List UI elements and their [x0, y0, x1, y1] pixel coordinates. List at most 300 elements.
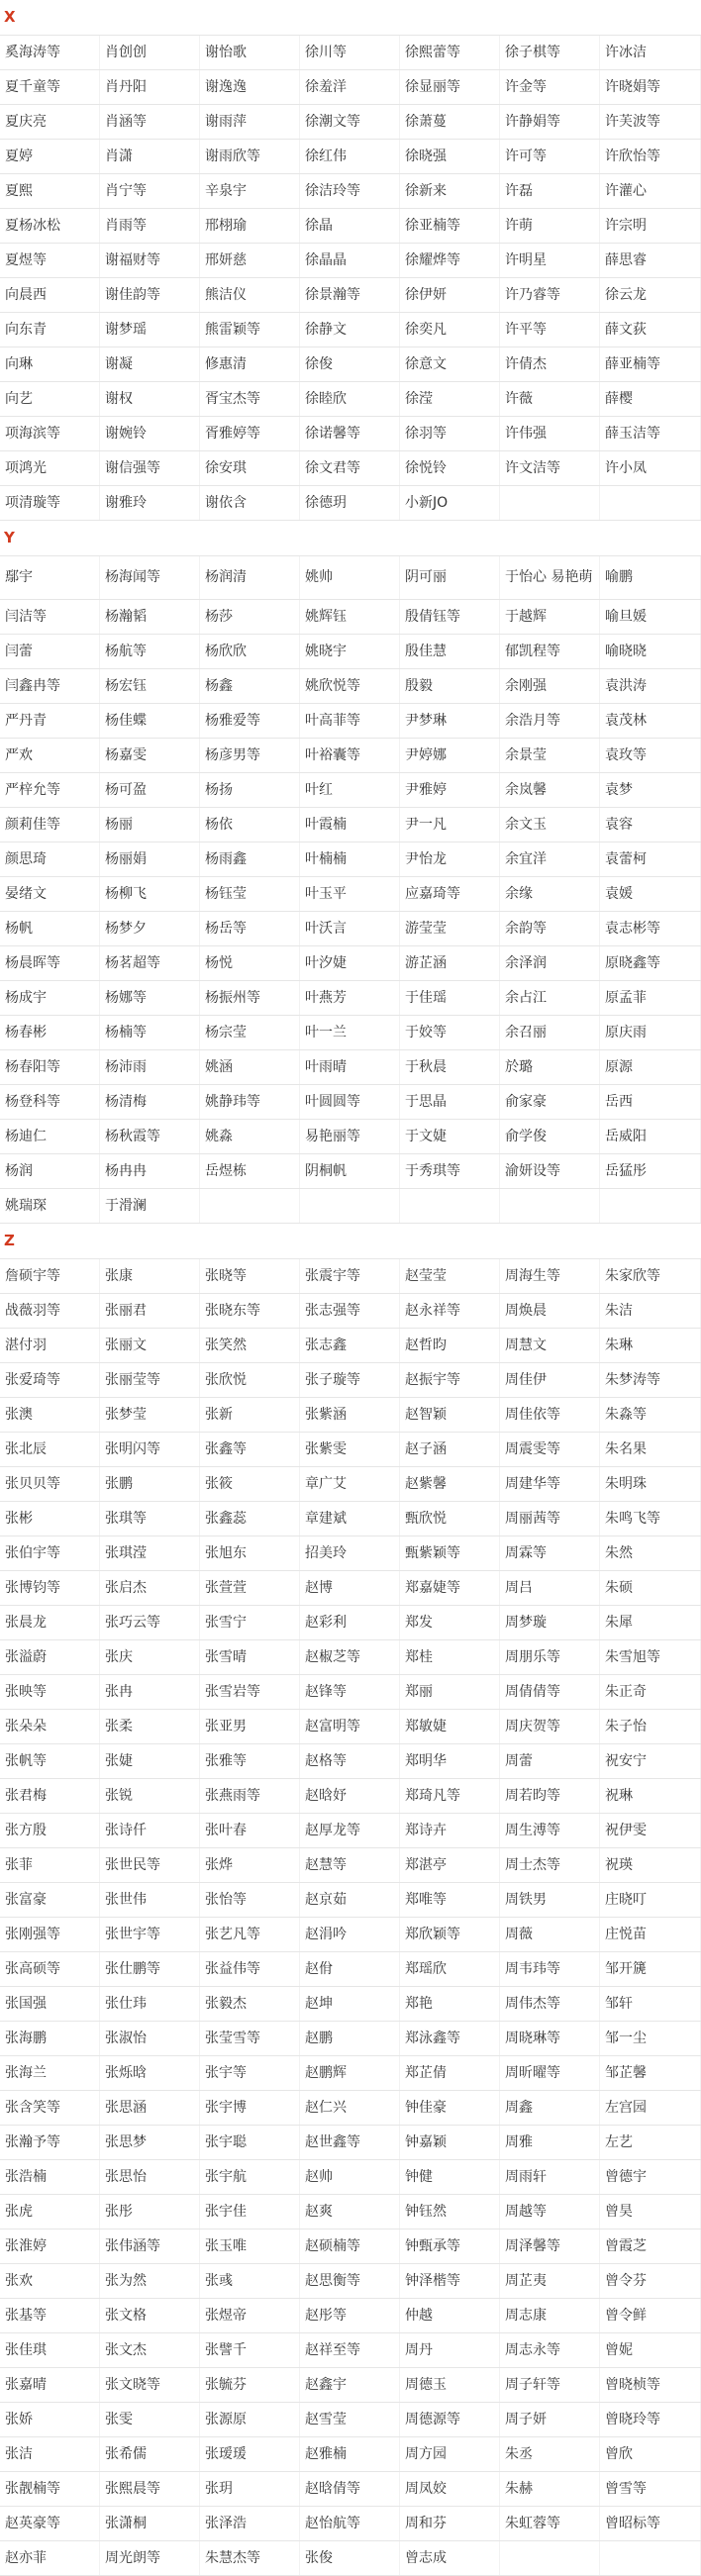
name-cell: 姚淼	[200, 1120, 300, 1153]
name-cell: 余召丽	[500, 1016, 600, 1049]
name-cell: 张仕鹏等	[100, 1952, 200, 1986]
name-cell: 张博钧等	[0, 1571, 100, 1605]
name-row	[0, 105, 701, 140]
name-cell: 原源	[600, 1050, 701, 1084]
name-cell: 朱明珠	[600, 1467, 701, 1501]
name-cell: 岳威阳	[600, 1120, 701, 1153]
name-cell: 张宇等	[200, 2056, 300, 2090]
name-cell: 郑明华	[400, 1744, 500, 1778]
name-cell: 肖涵等	[100, 105, 200, 139]
name-cell: 杨润	[0, 1154, 100, 1188]
name-cell: 张毓芬	[200, 2368, 300, 2402]
name-cell: 邹开篪	[600, 1952, 701, 1986]
name-cell: 张思涵	[100, 2091, 200, 2125]
name-cell: 曾妮	[600, 2333, 701, 2367]
name-cell: 渝妍设等	[500, 1154, 600, 1188]
name-cell: 张益伟等	[200, 1952, 300, 1986]
name-cell: 张新	[200, 1398, 300, 1432]
name-cell: 赵彤等	[300, 2299, 400, 2332]
name-cell: 谢雅玲	[100, 486, 200, 520]
name-cell: 郑琦凡等	[400, 1779, 500, 1813]
name-cell: 许倩杰	[500, 347, 600, 381]
name-cell: 周慧文	[500, 1329, 600, 1362]
name-cell: 于姣等	[400, 1016, 500, 1049]
name-cell: 朱名果	[600, 1433, 701, 1466]
name-cell: 叶楠楠	[300, 842, 400, 876]
name-cell: 叶燕芳	[300, 981, 400, 1015]
name-cell: 颜莉佳等	[0, 808, 100, 842]
name-cell: 赵帅	[300, 2160, 400, 2194]
name-cell: 闫蕾	[0, 635, 100, 668]
name-cell: 赵爽	[300, 2195, 400, 2229]
name-cell: 张煜帝	[200, 2299, 300, 2332]
name-cell: 周泽馨等	[500, 2229, 600, 2263]
name-cell: 郑敏婕	[400, 1710, 500, 1743]
name-cell: 徐耀烨等	[400, 244, 500, 277]
name-cell: 张康	[100, 1259, 200, 1293]
name-cell: 许金等	[500, 70, 600, 104]
name-cell: 朱梦涛等	[600, 1363, 701, 1397]
name-cell: 赵雅楠	[300, 2437, 400, 2471]
name-cell: 张丽君	[100, 1294, 200, 1328]
name-cell: 张浩楠	[0, 2160, 100, 2194]
name-row	[0, 704, 701, 739]
name-cell: 赵硕楠等	[300, 2229, 400, 2263]
name-cell: 余泽润	[500, 946, 600, 980]
name-cell: 赵鑫宇	[300, 2368, 400, 2402]
name-cell: 张柔	[100, 1710, 200, 1743]
name-cell: 杨丽	[100, 808, 200, 842]
name-cell: 许欣怡等	[600, 140, 701, 173]
name-cell: 袁玫等	[600, 739, 701, 772]
name-cell: 张玥	[200, 2472, 300, 2506]
name-row	[0, 912, 701, 946]
name-cell: 郑芷倩	[400, 2056, 500, 2090]
name-cell: 朱然	[600, 1536, 701, 1570]
name-cell: 应嘉琦等	[400, 877, 500, 911]
name-cell: 叶圆圆等	[300, 1085, 400, 1119]
name-row	[0, 2022, 701, 2056]
name-cell: 许磊	[500, 174, 600, 208]
name-cell: 朱淼等	[600, 1398, 701, 1432]
name-cell: 周焕晨	[500, 1294, 600, 1328]
name-cell: 薛思睿	[600, 244, 701, 277]
name-cell: 徐萧蔓	[400, 105, 500, 139]
name-cell: 张仕玮	[100, 1987, 200, 2021]
name-cell: 郑泳鑫等	[400, 2022, 500, 2055]
name-cell: 朱犀	[600, 1606, 701, 1639]
name-cell: 於璐	[500, 1050, 600, 1084]
name-cell: 杨海闻等	[100, 556, 200, 599]
name-row	[0, 2056, 701, 2091]
name-cell: 朱雪旭等	[600, 1640, 701, 1674]
name-cell: 叶高菲等	[300, 704, 400, 738]
name-cell: 徐文君等	[300, 451, 400, 485]
name-cell: 赵子涵	[400, 1433, 500, 1466]
name-cell: 徐显丽等	[400, 70, 500, 104]
name-cell: 郑嘉婕等	[400, 1571, 500, 1605]
name-cell: 俞学俊	[500, 1120, 600, 1153]
name-cell: 阴可丽	[400, 556, 500, 599]
name-cell: 于秀琪等	[400, 1154, 500, 1188]
name-cell: 朱慧杰等	[200, 2541, 300, 2575]
name-row	[0, 1363, 701, 1398]
name-cell: 周蕾	[500, 1744, 600, 1778]
name-row	[0, 1467, 701, 1502]
name-row	[0, 1814, 701, 1848]
name-cell: 杨宏钰	[100, 669, 200, 703]
name-cell: 夏千童等	[0, 70, 100, 104]
name-cell: 袁洪涛	[600, 669, 701, 703]
name-cell: 原庆雨	[600, 1016, 701, 1049]
name-cell: 周若昀等	[500, 1779, 600, 1813]
name-cell: 于秋晨	[400, 1050, 500, 1084]
name-cell: 张譬千	[200, 2333, 300, 2367]
name-row	[0, 2507, 701, 2541]
name-cell: 许晓娟等	[600, 70, 701, 104]
name-cell: 曾霞芝	[600, 2229, 701, 2263]
name-cell: 张巧云等	[100, 1606, 200, 1639]
name-cell: 夏杨冰松	[0, 209, 100, 243]
name-cell: 邹轩	[600, 1987, 701, 2021]
name-cell: 谢怡歌	[200, 36, 300, 69]
name-cell: 赵厚龙等	[300, 1814, 400, 1847]
name-cell: 庄晓叮	[600, 1883, 701, 1917]
name-cell: 曾昊	[600, 2195, 701, 2229]
name-cell: 曾令鲜	[600, 2299, 701, 2332]
name-cell: 张冉	[100, 1675, 200, 1709]
name-cell: 肖潇	[100, 140, 200, 173]
name-row	[0, 1154, 701, 1189]
name-cell: 张丽莹等	[100, 1363, 200, 1397]
name-row	[0, 36, 701, 70]
name-cell: 曾雪等	[600, 2472, 701, 2506]
name-cell: 叶裕囊等	[300, 739, 400, 772]
name-cell: 张娇	[0, 2403, 100, 2436]
name-cell: 徐亚楠等	[400, 209, 500, 243]
name-cell: 杨航等	[100, 635, 200, 668]
name-cell: 杨梦夕	[100, 912, 200, 945]
name-cell: 郑湛亭	[400, 1848, 500, 1882]
name-cell: 许小凤	[600, 451, 701, 485]
name-row	[0, 347, 701, 382]
name-row	[0, 2195, 701, 2229]
name-cell: 杨冉冉	[100, 1154, 200, 1188]
name-cell: 姚晓宇	[300, 635, 400, 668]
name-cell: 张萱萱	[200, 1571, 300, 1605]
name-cell: 谢雨萍	[200, 105, 300, 139]
name-cell: 姚欣悦等	[300, 669, 400, 703]
name-cell: 张明闪等	[100, 1433, 200, 1466]
name-row	[0, 174, 701, 209]
section-header	[0, 0, 701, 36]
name-cell: 谢依含	[200, 486, 300, 520]
name-cell: 赵仁兴	[300, 2091, 400, 2125]
name-cell: 郁凯程等	[500, 635, 600, 668]
name-cell: 谢雨欣等	[200, 140, 300, 173]
name-cell: 张君梅	[0, 1779, 100, 1813]
name-cell: 赵格等	[300, 1744, 400, 1778]
name-cell: 于文婕	[400, 1120, 500, 1153]
name-cell: 赵晗妤	[300, 1779, 400, 1813]
name-cell: 赵永祥等	[400, 1294, 500, 1328]
section-letter: Y	[4, 529, 15, 546]
name-row	[0, 2403, 701, 2437]
name-cell: 张笑然	[200, 1329, 300, 1362]
name-cell: 郑欣颖等	[400, 1918, 500, 1951]
name-row	[0, 1536, 701, 1571]
name-row	[0, 1918, 701, 1952]
name-cell: 张淮婷	[0, 2229, 100, 2263]
name-cell: 胥宝杰等	[200, 382, 300, 416]
name-cell: 于思晶	[400, 1085, 500, 1119]
name-cell: 周佳伊	[500, 1363, 600, 1397]
name-cell: 杨润清	[200, 556, 300, 599]
name-cell: 许芙波等	[600, 105, 701, 139]
name-cell: 周越等	[500, 2195, 600, 2229]
name-cell: 张思怡	[100, 2160, 200, 2194]
name-cell: 周铁男	[500, 1883, 600, 1917]
name-cell: 徐奕凡	[400, 313, 500, 347]
name-cell: 杨佳蝶	[100, 704, 200, 738]
name-row	[0, 1640, 701, 1675]
name-cell: 朱赫	[500, 2472, 600, 2506]
name-cell: 张虎	[0, 2195, 100, 2229]
name-cell: 袁志彬等	[600, 912, 701, 945]
name-row	[0, 669, 701, 704]
name-row	[0, 2160, 701, 2195]
name-cell: 赵鹏辉	[300, 2056, 400, 2090]
name-cell: 杨清梅	[100, 1085, 200, 1119]
name-row	[0, 877, 701, 912]
name-cell: 杨成宇	[0, 981, 100, 1015]
name-cell: 赵鹏	[300, 2022, 400, 2055]
name-row	[0, 140, 701, 174]
name-cell: 张子璇等	[300, 1363, 400, 1397]
name-cell: 杨欣欣	[200, 635, 300, 668]
name-cell: 杨柳飞	[100, 877, 200, 911]
name-cell: 张溢蔚	[0, 1640, 100, 1674]
name-cell: 曾志成	[400, 2541, 500, 2575]
name-cell: 徐熙蕾等	[400, 36, 500, 69]
name-cell: 左艺	[600, 2126, 701, 2159]
section-header	[0, 521, 701, 556]
name-cell: 岳猛彤	[600, 1154, 701, 1188]
name-cell: 余景莹	[500, 739, 600, 772]
name-cell: 叶沃言	[300, 912, 400, 945]
name-row	[0, 278, 701, 313]
name-cell: 张帆等	[0, 1744, 100, 1778]
name-cell: 赵慧等	[300, 1848, 400, 1882]
name-cell: 尹怡龙	[400, 842, 500, 876]
name-row	[0, 1848, 701, 1883]
name-cell: 周生溥等	[500, 1814, 600, 1847]
section-letter: X	[4, 8, 16, 26]
name-cell: 曾德宇	[600, 2160, 701, 2194]
name-cell: 许灌心	[600, 174, 701, 208]
name-cell: 邢栩瑜	[200, 209, 300, 243]
name-cell: 杨钰莹	[200, 877, 300, 911]
name-row	[0, 842, 701, 877]
name-row	[0, 209, 701, 244]
name-row	[0, 1433, 701, 1467]
name-cell: 严欢	[0, 739, 100, 772]
name-row	[0, 808, 701, 842]
name-cell: 余缘	[500, 877, 600, 911]
name-cell: 张宇博	[200, 2091, 300, 2125]
name-cell: 修惠清	[200, 347, 300, 381]
name-cell: 向东青	[0, 313, 100, 347]
name-cell: 张海鹏	[0, 2022, 100, 2055]
name-cell: 赵英豪等	[0, 2507, 100, 2540]
name-cell: 杨彦男等	[200, 739, 300, 772]
name-cell: 严梓允等	[0, 773, 100, 807]
name-cell: 张世宇等	[100, 1918, 200, 1951]
name-cell: 张雅等	[200, 1744, 300, 1778]
name-cell: 周子轩等	[500, 2368, 600, 2402]
name-cell: 张高硕等	[0, 1952, 100, 1986]
name-row	[0, 2091, 701, 2126]
name-cell: 尹梦琳	[400, 704, 500, 738]
name-cell: 周韦玮等	[500, 1952, 600, 1986]
name-cell: 曾晓玲等	[600, 2403, 701, 2436]
name-cell: 许冰洁	[600, 36, 701, 69]
name-row	[0, 1987, 701, 2022]
name-row	[0, 417, 701, 451]
name-row	[0, 486, 701, 521]
name-cell: 杨娜等	[100, 981, 200, 1015]
name-cell: 张方殷	[0, 1814, 100, 1847]
name-cell: 张思梦	[100, 2126, 200, 2159]
name-row	[0, 1189, 701, 1224]
name-cell: 张烨	[200, 1848, 300, 1882]
name-cell: 张基等	[0, 2299, 100, 2332]
name-cell: 曾欣	[600, 2437, 701, 2471]
name-cell: 郑丽	[400, 1675, 500, 1709]
name-cell: 钟钰然	[400, 2195, 500, 2229]
name-cell: 许明星	[500, 244, 600, 277]
name-cell: 赵怡航等	[300, 2507, 400, 2540]
name-cell: 仲越	[400, 2299, 500, 2332]
name-cell: 朱丞	[500, 2437, 600, 2471]
name-cell: 祝伊雯	[600, 1814, 701, 1847]
name-cell: 许可等	[500, 140, 600, 173]
name-cell: 杨茗超等	[100, 946, 200, 980]
name-cell: 朱正奇	[600, 1675, 701, 1709]
name-cell: 徐俊	[300, 347, 400, 381]
name-cell: 赵哲昀	[400, 1329, 500, 1362]
name-cell: 谢福财等	[100, 244, 200, 277]
name-cell: 胥雅婷等	[200, 417, 300, 450]
name-cell: 谢佳韵等	[100, 278, 200, 312]
name-cell: 曾晓桢等	[600, 2368, 701, 2402]
name-cell: 周薇	[500, 1918, 600, 1951]
name-cell: 张志强等	[300, 1294, 400, 1328]
name-cell: 周方园	[400, 2437, 500, 2471]
name-cell: 张叶春	[200, 1814, 300, 1847]
name-cell: 周志康	[500, 2299, 600, 2332]
name-cell: 张筱	[200, 1467, 300, 1501]
name-cell: 张欢	[0, 2264, 100, 2298]
name-row	[0, 244, 701, 278]
name-cell	[600, 2541, 701, 2575]
name-cell: 张晓东等	[200, 1294, 300, 1328]
name-cell: 杨岳等	[200, 912, 300, 945]
name-cell: 余占江	[500, 981, 600, 1015]
name-cell: 张志鑫	[300, 1329, 400, 1362]
name-cell: 谢信强等	[100, 451, 200, 485]
name-cell: 张梦莹	[100, 1398, 200, 1432]
name-cell: 赵雪莹	[300, 2403, 400, 2436]
name-cell: 杨春阳等	[0, 1050, 100, 1084]
name-cell: 钟佳豪	[400, 2091, 500, 2125]
name-cell: 许萌	[500, 209, 600, 243]
name-cell: 周雨轩	[500, 2160, 600, 2194]
name-cell: 张雯	[100, 2403, 200, 2436]
name-row	[0, 1502, 701, 1536]
name-cell: 赵椒芝等	[300, 1640, 400, 1674]
name-cell: 夏庆亮	[0, 105, 100, 139]
name-cell: 徐子棋等	[500, 36, 600, 69]
name-cell: 徐羞洋	[300, 70, 400, 104]
name-cell: 徐晶	[300, 209, 400, 243]
name-row	[0, 981, 701, 1016]
name-row	[0, 1606, 701, 1640]
name-cell: 张朵朵	[0, 1710, 100, 1743]
name-cell: 俞家豪	[500, 1085, 600, 1119]
name-cell: 甄紫颖等	[400, 1536, 500, 1570]
name-cell: 朱子怡	[600, 1710, 701, 1743]
name-cell: 叶红	[300, 773, 400, 807]
name-cell: 谢逸逸	[200, 70, 300, 104]
name-cell: 谢权	[100, 382, 200, 416]
name-cell: 周和芬	[400, 2507, 500, 2540]
name-cell: 鄢宇	[0, 556, 100, 599]
name-cell: 张贝贝等	[0, 1467, 100, 1501]
name-row	[0, 1571, 701, 1606]
name-cell: 张彤	[100, 2195, 200, 2229]
name-cell: 赵振宇等	[400, 1363, 500, 1397]
name-cell: 张北辰	[0, 1433, 100, 1466]
name-row	[0, 739, 701, 773]
name-cell: 杨瀚韬	[100, 600, 200, 634]
name-cell: 张泽浩	[200, 2507, 300, 2540]
name-cell: 张文杰	[100, 2333, 200, 2367]
name-cell: 薛文荻	[600, 313, 701, 347]
name-row	[0, 1883, 701, 1918]
name-cell: 张雪晴	[200, 1640, 300, 1674]
name-row	[0, 635, 701, 669]
name-cell: 闫鑫冉等	[0, 669, 100, 703]
name-cell: 周佳依等	[500, 1398, 600, 1432]
name-row	[0, 2333, 701, 2368]
name-cell: 颜思琦	[0, 842, 100, 876]
name-cell: 徐潮文等	[300, 105, 400, 139]
name-cell: 朱琳	[600, 1329, 701, 1362]
name-cell: 杨楠等	[100, 1016, 200, 1049]
name-cell: 张烁晗	[100, 2056, 200, 2090]
name-cell: 于佳瑶	[400, 981, 500, 1015]
name-cell: 张雪宁	[200, 1606, 300, 1639]
name-cell: 战薇羽等	[0, 1294, 100, 1328]
name-cell: 邹一尘	[600, 2022, 701, 2055]
name-cell: 余刚强	[500, 669, 600, 703]
name-cell: 杨依	[200, 808, 300, 842]
name-cell: 左宫园	[600, 2091, 701, 2125]
name-cell: 姚辉钰	[300, 600, 400, 634]
name-cell: 赵亦菲	[0, 2541, 100, 2575]
name-row	[0, 2264, 701, 2299]
